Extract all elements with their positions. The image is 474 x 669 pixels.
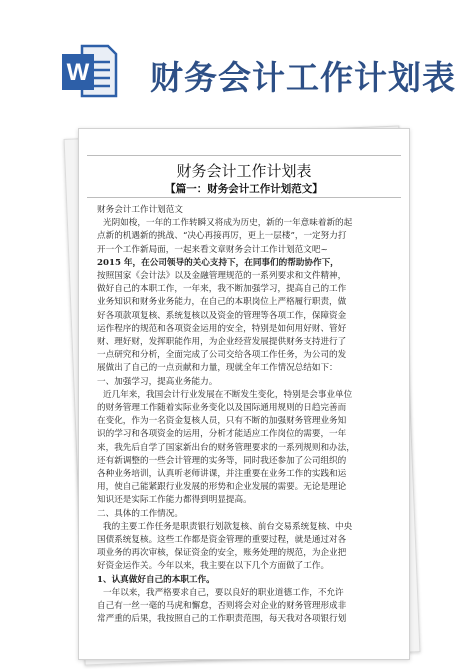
text-line: 按照国家《会计法》以及金融管理规范的一系列要求和文件精神， bbox=[97, 271, 347, 282]
text-line: 好资金运作关。今年以来，我主要在以下几个方面做了工作。 bbox=[97, 561, 330, 572]
text-line: 一年以来，我严格要求自己，要以良好的职业道德工作，不允许 bbox=[103, 587, 344, 598]
document-banner bbox=[0, 0, 474, 120]
text-line: 自己有一丝一毫的马虎和懈怠，否则将会对企业的财务管理形成非 bbox=[97, 601, 347, 612]
text-line: 各种业务培训，认真听老师讲课，并注重要在业务工作的实践和运 bbox=[97, 469, 347, 480]
text-line: 近几年来，我国会计行业发展在不断发生变化，特别是会事业单位 bbox=[103, 389, 353, 400]
text-line: 做好自己的本职工作，一年来，我不断加强学习，提高自己的工作 bbox=[97, 284, 347, 295]
text-line: 开一个工作新局面，一起来看文章财务会计工作计划范文吧~ bbox=[97, 244, 328, 255]
banner-heading: 财务会计工作计划表 bbox=[150, 58, 456, 97]
text-line: 知识还是实际工作能力都得到明显提高。 bbox=[97, 495, 252, 506]
text-line: 的财务管理工作随着实际业务变化以及国际通用规则的日趋完善而 bbox=[97, 403, 347, 414]
document-body bbox=[97, 204, 401, 627]
header-rule bbox=[87, 155, 401, 156]
text-line: 运作程序的规范和各项资金运用的安全，特别是如何用好财、管好 bbox=[97, 323, 347, 334]
section-heading: 一、加强学习，提高业务能力。 bbox=[97, 376, 218, 387]
document-subtitle: 【篇一：财务会计工作计划范文】 bbox=[165, 183, 323, 195]
text-line: 还有新调整的一些会计管理的实务等，同时我还参加了公司组织的 bbox=[97, 455, 347, 466]
subsection-heading: 1、认真做好自己的本职工作。 bbox=[97, 574, 215, 585]
text-line: 展做出了自己的一点贡献和力量，现就全年工作情况总结如下： bbox=[97, 363, 338, 374]
text-line: 用，使自己能紧跟行业发展的形势和企业发展的需要。无论是理论 bbox=[97, 482, 347, 493]
subtitle-rule bbox=[87, 197, 401, 198]
text-line: 好各项款项复核、系统复核以及资金的管理等各项工作，保障资金 bbox=[97, 310, 347, 321]
document-page bbox=[78, 128, 410, 660]
text-line: 识的学习和各项资金的运用，分析才能适应工作岗位的需要，一年 bbox=[97, 429, 347, 440]
text-line: 点新的机遇新的挑战、“决心再接再厉，更上一层楼”，一定努力打 bbox=[97, 231, 347, 242]
word-document-icon bbox=[60, 42, 118, 100]
text-line: 光阴如梭，一年的工作转瞬又将成为历史，新的一年意味着新的起 bbox=[103, 218, 353, 229]
text-line: 常严重的后果，我按照自己的工作职责范围，每天我对各项银行划 bbox=[97, 614, 347, 625]
text-line: 国债系统复核。这些工作都是资金管理的重要过程，就是通过对各 bbox=[97, 535, 347, 546]
text-line: 财、理好财，发挥职能作用，为企业经营发展提供财务支持进行了 bbox=[97, 337, 347, 348]
text-line: 一点研究和分析，全面完成了公司交给各项工作任务，为公司的发 bbox=[97, 350, 347, 361]
text-line: 项业务的再次审核，保证资金的安全，账务处理的规范，为企业把 bbox=[97, 548, 347, 559]
text-line: 在变化，作为一名资金复核人员，只有不断的加强财务管理业务知 bbox=[97, 416, 347, 427]
document-title: 财务会计工作计划表 bbox=[176, 162, 312, 180]
text-line: 财务会计工作计划范文 bbox=[97, 205, 183, 215]
text-line: 来，我先后自学了国家新出台的财务管理要求的一系列规则和办法， bbox=[97, 442, 355, 453]
section-heading: 二、具体的工作情况。 bbox=[97, 508, 183, 519]
text-line: 业务知识和财务业务能力，在自己的本职岗位上严格履行职责，做 bbox=[97, 297, 347, 308]
text-line: 我的主要工作任务是职责银行划款复核、前台交易系统复核、中央 bbox=[103, 521, 353, 532]
word-icon-letter: W bbox=[66, 59, 90, 86]
text-line: 2015 年，在公司领导的关心支持下，在同事们的帮助协作下， bbox=[97, 257, 339, 268]
